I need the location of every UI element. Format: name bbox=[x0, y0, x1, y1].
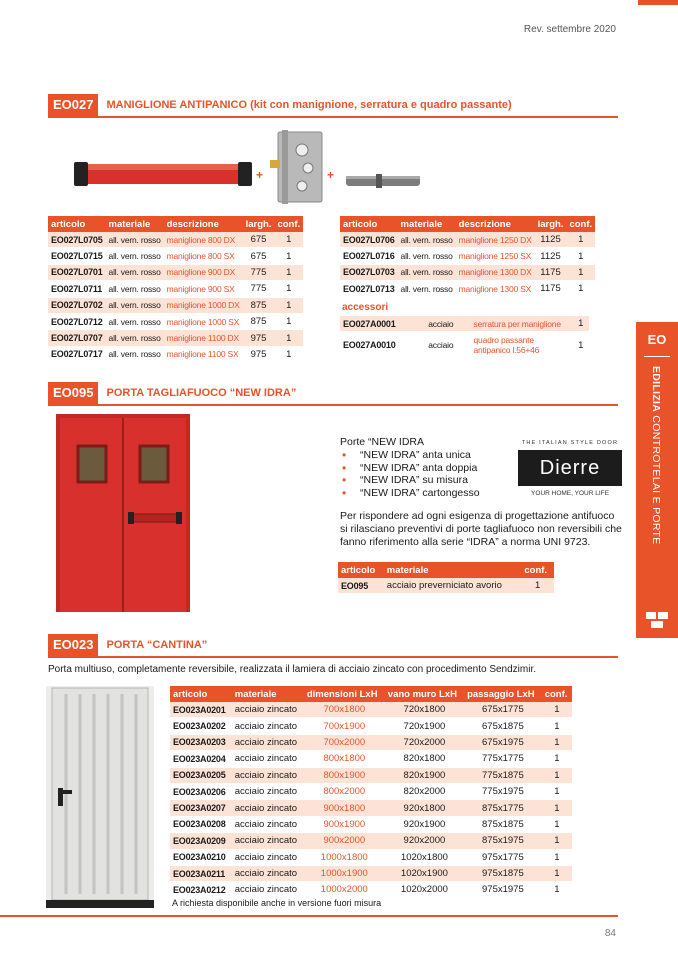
table-header-row bbox=[48, 216, 303, 232]
eo027-table-right bbox=[340, 216, 595, 298]
table-row bbox=[48, 281, 303, 297]
col-materiale: materiale bbox=[384, 562, 522, 578]
section-code: EO027 bbox=[48, 94, 98, 116]
cell-conf: 1 bbox=[573, 316, 589, 332]
table-cell: 1 bbox=[542, 751, 572, 767]
cell-articolo: EO027A0001 bbox=[340, 316, 425, 332]
idra-intro: Porte “NEW IDRA bbox=[340, 436, 425, 448]
table-cell: all. vern. rosso bbox=[106, 346, 164, 362]
table-cell: 775x1975 bbox=[464, 783, 542, 799]
table-cell: 1 bbox=[542, 783, 572, 799]
table-cell: 1 bbox=[274, 264, 303, 280]
accessories-heading: accessori bbox=[342, 302, 389, 313]
table-cell: 800x1900 bbox=[304, 767, 385, 783]
col-conf: conf. bbox=[542, 686, 572, 702]
table-cell: EO027L0711 bbox=[48, 281, 106, 297]
table-cell: EO023A0202 bbox=[170, 718, 232, 734]
table-cell: 775x1875 bbox=[464, 767, 542, 783]
table-cell: 1 bbox=[274, 346, 303, 362]
table-row bbox=[340, 316, 589, 332]
table-cell: acciaio zincato bbox=[232, 816, 304, 832]
category-side-tab[interactable] bbox=[636, 322, 678, 638]
bricks-icon bbox=[646, 612, 668, 628]
table-row bbox=[48, 297, 303, 313]
cell-materiale: acciaio bbox=[425, 332, 470, 359]
table-row bbox=[170, 833, 572, 849]
plus-sign: + bbox=[327, 168, 335, 182]
table-cell: EO027L0706 bbox=[340, 232, 398, 248]
eo095-table bbox=[338, 562, 554, 594]
cell-descrizione: quadro passante antipanico l.56+46 bbox=[471, 332, 573, 359]
col-materiale: materiale bbox=[398, 216, 456, 232]
table-cell: 1 bbox=[274, 281, 303, 297]
table-cell: acciaio zincato bbox=[232, 734, 304, 750]
col-conf: conf. bbox=[521, 562, 554, 578]
table-cell: all. vern. rosso bbox=[106, 232, 164, 248]
table-cell: 975x1875 bbox=[464, 865, 542, 881]
table-cell: 675x1975 bbox=[464, 734, 542, 750]
table-row bbox=[170, 767, 572, 783]
side-tab-code: EO bbox=[647, 332, 667, 347]
table-row bbox=[338, 578, 554, 594]
table-cell: acciaio zincato bbox=[232, 882, 304, 898]
table-cell: maniglione 1100 SX bbox=[164, 346, 243, 362]
table-cell: 975 bbox=[243, 330, 275, 346]
table-cell: EO027L0702 bbox=[48, 297, 106, 313]
footer-divider bbox=[0, 915, 618, 917]
cell-conf: 1 bbox=[521, 578, 554, 594]
table-cell: EO023A0203 bbox=[170, 734, 232, 750]
table-cell: maniglione 1300 DX bbox=[456, 264, 535, 280]
section-title: PORTA “CANTINA” bbox=[106, 639, 208, 651]
table-cell: 900x2000 bbox=[304, 833, 385, 849]
table-cell: 1 bbox=[566, 232, 595, 248]
table-cell: EO027L0703 bbox=[340, 264, 398, 280]
table-cell: 775x1775 bbox=[464, 751, 542, 767]
table-cell: all. vern. rosso bbox=[106, 248, 164, 264]
table-cell: 1020x1900 bbox=[385, 865, 464, 881]
side-tab-category bbox=[650, 366, 662, 606]
table-row bbox=[170, 816, 572, 832]
cell-materiale: acciaio bbox=[425, 316, 470, 332]
col-conf: conf. bbox=[274, 216, 303, 232]
table-cell: 820x1900 bbox=[385, 767, 464, 783]
table-cell: EO023A0210 bbox=[170, 849, 232, 865]
idra-paragraph: Per rispondere ad ogni esigenza di progettazione antifuoco si rilasciano preventivi di porte tagliafuoco non reversibili che fanno riferimento alla serie “IDRA” a norma UNI 9723. bbox=[340, 510, 622, 548]
table-cell: EO023A0205 bbox=[170, 767, 232, 783]
side-tab-divider bbox=[644, 356, 670, 357]
cantina-description: Porta multiuso, completamente reversibile, realizzata il lamiera di acciaio zincato con procedimento Sendzimir. bbox=[48, 664, 536, 675]
table-cell: EO023A0211 bbox=[170, 865, 232, 881]
side-tab-category-bold: EDILIZIA bbox=[650, 366, 662, 413]
table-cell: EO027L0716 bbox=[340, 248, 398, 264]
table-cell: all. vern. rosso bbox=[398, 281, 456, 297]
table-cell: 720x1900 bbox=[385, 718, 464, 734]
table-cell: acciaio zincato bbox=[232, 702, 304, 718]
table-cell: 1 bbox=[542, 800, 572, 816]
table-cell: all. vern. rosso bbox=[106, 313, 164, 329]
section-title: PORTA TAGLIAFUOCO “NEW IDRA” bbox=[106, 387, 297, 399]
table-cell: 900x1900 bbox=[304, 816, 385, 832]
table-cell: 975x1775 bbox=[464, 849, 542, 865]
table-cell: maniglione 1300 SX bbox=[456, 281, 535, 297]
table-row bbox=[340, 281, 595, 297]
table-cell: all. vern. rosso bbox=[106, 297, 164, 313]
table-cell: all. vern. rosso bbox=[106, 330, 164, 346]
table-cell: all. vern. rosso bbox=[398, 248, 456, 264]
table-cell: 1 bbox=[566, 264, 595, 280]
section-header-eo027 bbox=[48, 94, 512, 116]
eo023-table bbox=[170, 686, 572, 899]
table-row bbox=[170, 849, 572, 865]
cell-articolo: EO027A0010 bbox=[340, 332, 425, 359]
table-cell: 675x1875 bbox=[464, 718, 542, 734]
table-cell: 820x2000 bbox=[385, 783, 464, 799]
table-cell: EO023A0206 bbox=[170, 783, 232, 799]
table-cell: 1 bbox=[566, 248, 595, 264]
table-row bbox=[48, 346, 303, 362]
col-descrizione: descrizione bbox=[456, 216, 535, 232]
cellar-door-image bbox=[46, 686, 154, 908]
table-row bbox=[340, 232, 595, 248]
table-cell: 875 bbox=[243, 297, 275, 313]
size-note: A richiesta disponibile anche in versione fuori misura bbox=[172, 898, 382, 908]
table-cell: 820x1800 bbox=[385, 751, 464, 767]
table-cell: EO023A0207 bbox=[170, 800, 232, 816]
table-cell: 1 bbox=[274, 330, 303, 346]
table-header-row bbox=[340, 216, 595, 232]
col-articolo: articolo bbox=[340, 216, 398, 232]
table-cell: 920x1800 bbox=[385, 800, 464, 816]
table-header-row bbox=[338, 562, 554, 578]
logo-slogan: YOUR HOME, YOUR LIFE bbox=[531, 490, 609, 497]
col-dimensioni: dimensioni LxH bbox=[304, 686, 385, 702]
side-tab-category-rest: CONTROTELAI E PORTE bbox=[650, 415, 662, 545]
table-row bbox=[170, 702, 572, 718]
table-row bbox=[170, 734, 572, 750]
table-row bbox=[48, 248, 303, 264]
table-row bbox=[170, 865, 572, 881]
list-item: • “NEW IDRA” su misura bbox=[340, 474, 480, 487]
table-cell: 1 bbox=[274, 313, 303, 329]
dierre-logo bbox=[518, 440, 622, 497]
logo-tagline: THE ITALIAN STYLE DOOR bbox=[521, 440, 619, 446]
table-cell: 675x1775 bbox=[464, 702, 542, 718]
top-accent-bar bbox=[638, 0, 678, 5]
table-cell: EO027L0707 bbox=[48, 330, 106, 346]
logo-brand: Dierre bbox=[518, 450, 622, 486]
panic-bar-kit-image bbox=[74, 128, 434, 208]
col-passaggio: passaggio LxH bbox=[464, 686, 542, 702]
table-cell: EO023A0204 bbox=[170, 751, 232, 767]
table-cell: 1 bbox=[542, 702, 572, 718]
section-code: EO095 bbox=[48, 382, 98, 404]
table-row bbox=[48, 330, 303, 346]
table-cell: 1000x1800 bbox=[304, 849, 385, 865]
table-cell: 920x1900 bbox=[385, 816, 464, 832]
idra-bullet-list bbox=[340, 449, 480, 499]
section-header-eo023 bbox=[48, 634, 207, 656]
table-cell: 975 bbox=[243, 346, 275, 362]
table-cell: 1175 bbox=[535, 264, 567, 280]
table-cell: EO023A0201 bbox=[170, 702, 232, 718]
table-row bbox=[48, 313, 303, 329]
table-cell: 1 bbox=[542, 816, 572, 832]
cell-descrizione: serratura per maniglione bbox=[471, 316, 573, 332]
col-conf: conf. bbox=[566, 216, 595, 232]
col-articolo: articolo bbox=[48, 216, 106, 232]
table-cell: 1 bbox=[542, 833, 572, 849]
table-cell: 675 bbox=[243, 232, 275, 248]
table-cell: all. vern. rosso bbox=[398, 264, 456, 280]
list-item: • “NEW IDRA” anta doppia bbox=[340, 462, 480, 475]
table-cell: acciaio zincato bbox=[232, 718, 304, 734]
table-cell: all. vern. rosso bbox=[398, 232, 456, 248]
table-cell: acciaio zincato bbox=[232, 783, 304, 799]
table-row bbox=[170, 783, 572, 799]
col-larghezza: largh. bbox=[243, 216, 275, 232]
table-cell: maniglione 1000 DX bbox=[164, 297, 243, 313]
table-cell: acciaio zincato bbox=[232, 849, 304, 865]
table-cell: 700x1900 bbox=[304, 718, 385, 734]
table-cell: 1 bbox=[542, 882, 572, 898]
table-cell: 1020x1800 bbox=[385, 849, 464, 865]
table-cell: 775 bbox=[243, 281, 275, 297]
table-cell: 875x1775 bbox=[464, 800, 542, 816]
table-cell: 975x1975 bbox=[464, 882, 542, 898]
table-cell: 1000x2000 bbox=[304, 882, 385, 898]
section-title: MANIGLIONE ANTIPANICO (kit con manignione, serratura e quadro passante) bbox=[106, 99, 512, 111]
table-cell: EO023A0208 bbox=[170, 816, 232, 832]
table-cell: EO023A0212 bbox=[170, 882, 232, 898]
table-cell: 875x1975 bbox=[464, 833, 542, 849]
section-code: EO023 bbox=[48, 634, 98, 656]
table-row bbox=[170, 751, 572, 767]
table-cell: maniglione 1250 SX bbox=[456, 248, 535, 264]
cell-conf: 1 bbox=[573, 332, 589, 359]
table-cell: 875x1875 bbox=[464, 816, 542, 832]
table-cell: 875 bbox=[243, 313, 275, 329]
table-row bbox=[170, 800, 572, 816]
table-row bbox=[48, 264, 303, 280]
plus-sign: + bbox=[256, 168, 264, 182]
table-cell: 1 bbox=[274, 232, 303, 248]
table-cell: acciaio zincato bbox=[232, 800, 304, 816]
table-row bbox=[48, 232, 303, 248]
list-item: • “NEW IDRA” cartongesso bbox=[340, 487, 480, 500]
table-cell: 700x1800 bbox=[304, 702, 385, 718]
table-row bbox=[170, 882, 572, 898]
table-cell: 1125 bbox=[535, 232, 567, 248]
table-cell: maniglione 800 DX bbox=[164, 232, 243, 248]
table-cell: 1 bbox=[542, 718, 572, 734]
table-cell: acciaio zincato bbox=[232, 833, 304, 849]
col-larghezza: largh. bbox=[535, 216, 567, 232]
col-articolo: articolo bbox=[170, 686, 232, 702]
table-cell: maniglione 900 SX bbox=[164, 281, 243, 297]
table-cell: EO027L0705 bbox=[48, 232, 106, 248]
table-cell: acciaio zincato bbox=[232, 767, 304, 783]
table-cell: 800x2000 bbox=[304, 783, 385, 799]
table-cell: all. vern. rosso bbox=[106, 264, 164, 280]
cell-materiale: acciaio preverniciato avorio bbox=[384, 578, 522, 594]
table-cell: maniglione 1100 DX bbox=[164, 330, 243, 346]
table-cell: acciaio zincato bbox=[232, 751, 304, 767]
col-articolo: articolo bbox=[338, 562, 384, 578]
table-cell: 1175 bbox=[535, 281, 567, 297]
table-cell: 1 bbox=[274, 248, 303, 264]
table-header-row bbox=[170, 686, 572, 702]
table-row bbox=[170, 718, 572, 734]
table-row bbox=[340, 332, 589, 359]
table-cell: EO023A0209 bbox=[170, 833, 232, 849]
table-cell: 700x2000 bbox=[304, 734, 385, 750]
table-cell: 920x2000 bbox=[385, 833, 464, 849]
table-cell: 720x2000 bbox=[385, 734, 464, 750]
table-cell: 1 bbox=[542, 734, 572, 750]
eo027-accessories-table bbox=[340, 316, 589, 359]
table-cell: 800x1800 bbox=[304, 751, 385, 767]
col-vano-muro: vano muro LxH bbox=[385, 686, 464, 702]
revision-label: Rev. settembre 2020 bbox=[523, 24, 616, 35]
table-row bbox=[340, 248, 595, 264]
table-cell: 1000x1900 bbox=[304, 865, 385, 881]
table-cell: EO027L0717 bbox=[48, 346, 106, 362]
col-materiale: materiale bbox=[106, 216, 164, 232]
fire-door-image bbox=[56, 414, 190, 612]
table-cell: EO027L0701 bbox=[48, 264, 106, 280]
table-cell: 675 bbox=[243, 248, 275, 264]
cell-articolo: EO095 bbox=[338, 578, 384, 594]
col-descrizione: descrizione bbox=[164, 216, 243, 232]
table-cell: maniglione 900 DX bbox=[164, 264, 243, 280]
table-cell: EO027L0712 bbox=[48, 313, 106, 329]
table-cell: maniglione 800 SX bbox=[164, 248, 243, 264]
table-cell: maniglione 1250 DX bbox=[456, 232, 535, 248]
table-cell: all. vern. rosso bbox=[106, 281, 164, 297]
table-cell: 1125 bbox=[535, 248, 567, 264]
section-divider bbox=[48, 404, 618, 406]
table-cell: 1 bbox=[566, 281, 595, 297]
table-cell: 775 bbox=[243, 264, 275, 280]
table-cell: 1 bbox=[274, 297, 303, 313]
list-item: • “NEW IDRA” anta unica bbox=[340, 449, 480, 462]
col-materiale: materiale bbox=[232, 686, 304, 702]
table-cell: 1 bbox=[542, 849, 572, 865]
table-cell: 1020x2000 bbox=[385, 882, 464, 898]
table-cell: 1 bbox=[542, 865, 572, 881]
table-cell: 1 bbox=[542, 767, 572, 783]
page-number: 84 bbox=[604, 928, 616, 939]
table-row bbox=[340, 264, 595, 280]
table-cell: 720x1800 bbox=[385, 702, 464, 718]
section-divider bbox=[48, 656, 618, 658]
section-divider bbox=[48, 116, 618, 118]
table-cell: EO027L0713 bbox=[340, 281, 398, 297]
section-header-eo095 bbox=[48, 382, 296, 404]
eo027-table-left bbox=[48, 216, 303, 363]
table-cell: maniglione 1000 SX bbox=[164, 313, 243, 329]
table-cell: acciaio zincato bbox=[232, 865, 304, 881]
table-cell: 900x1800 bbox=[304, 800, 385, 816]
table-cell: EO027L0715 bbox=[48, 248, 106, 264]
